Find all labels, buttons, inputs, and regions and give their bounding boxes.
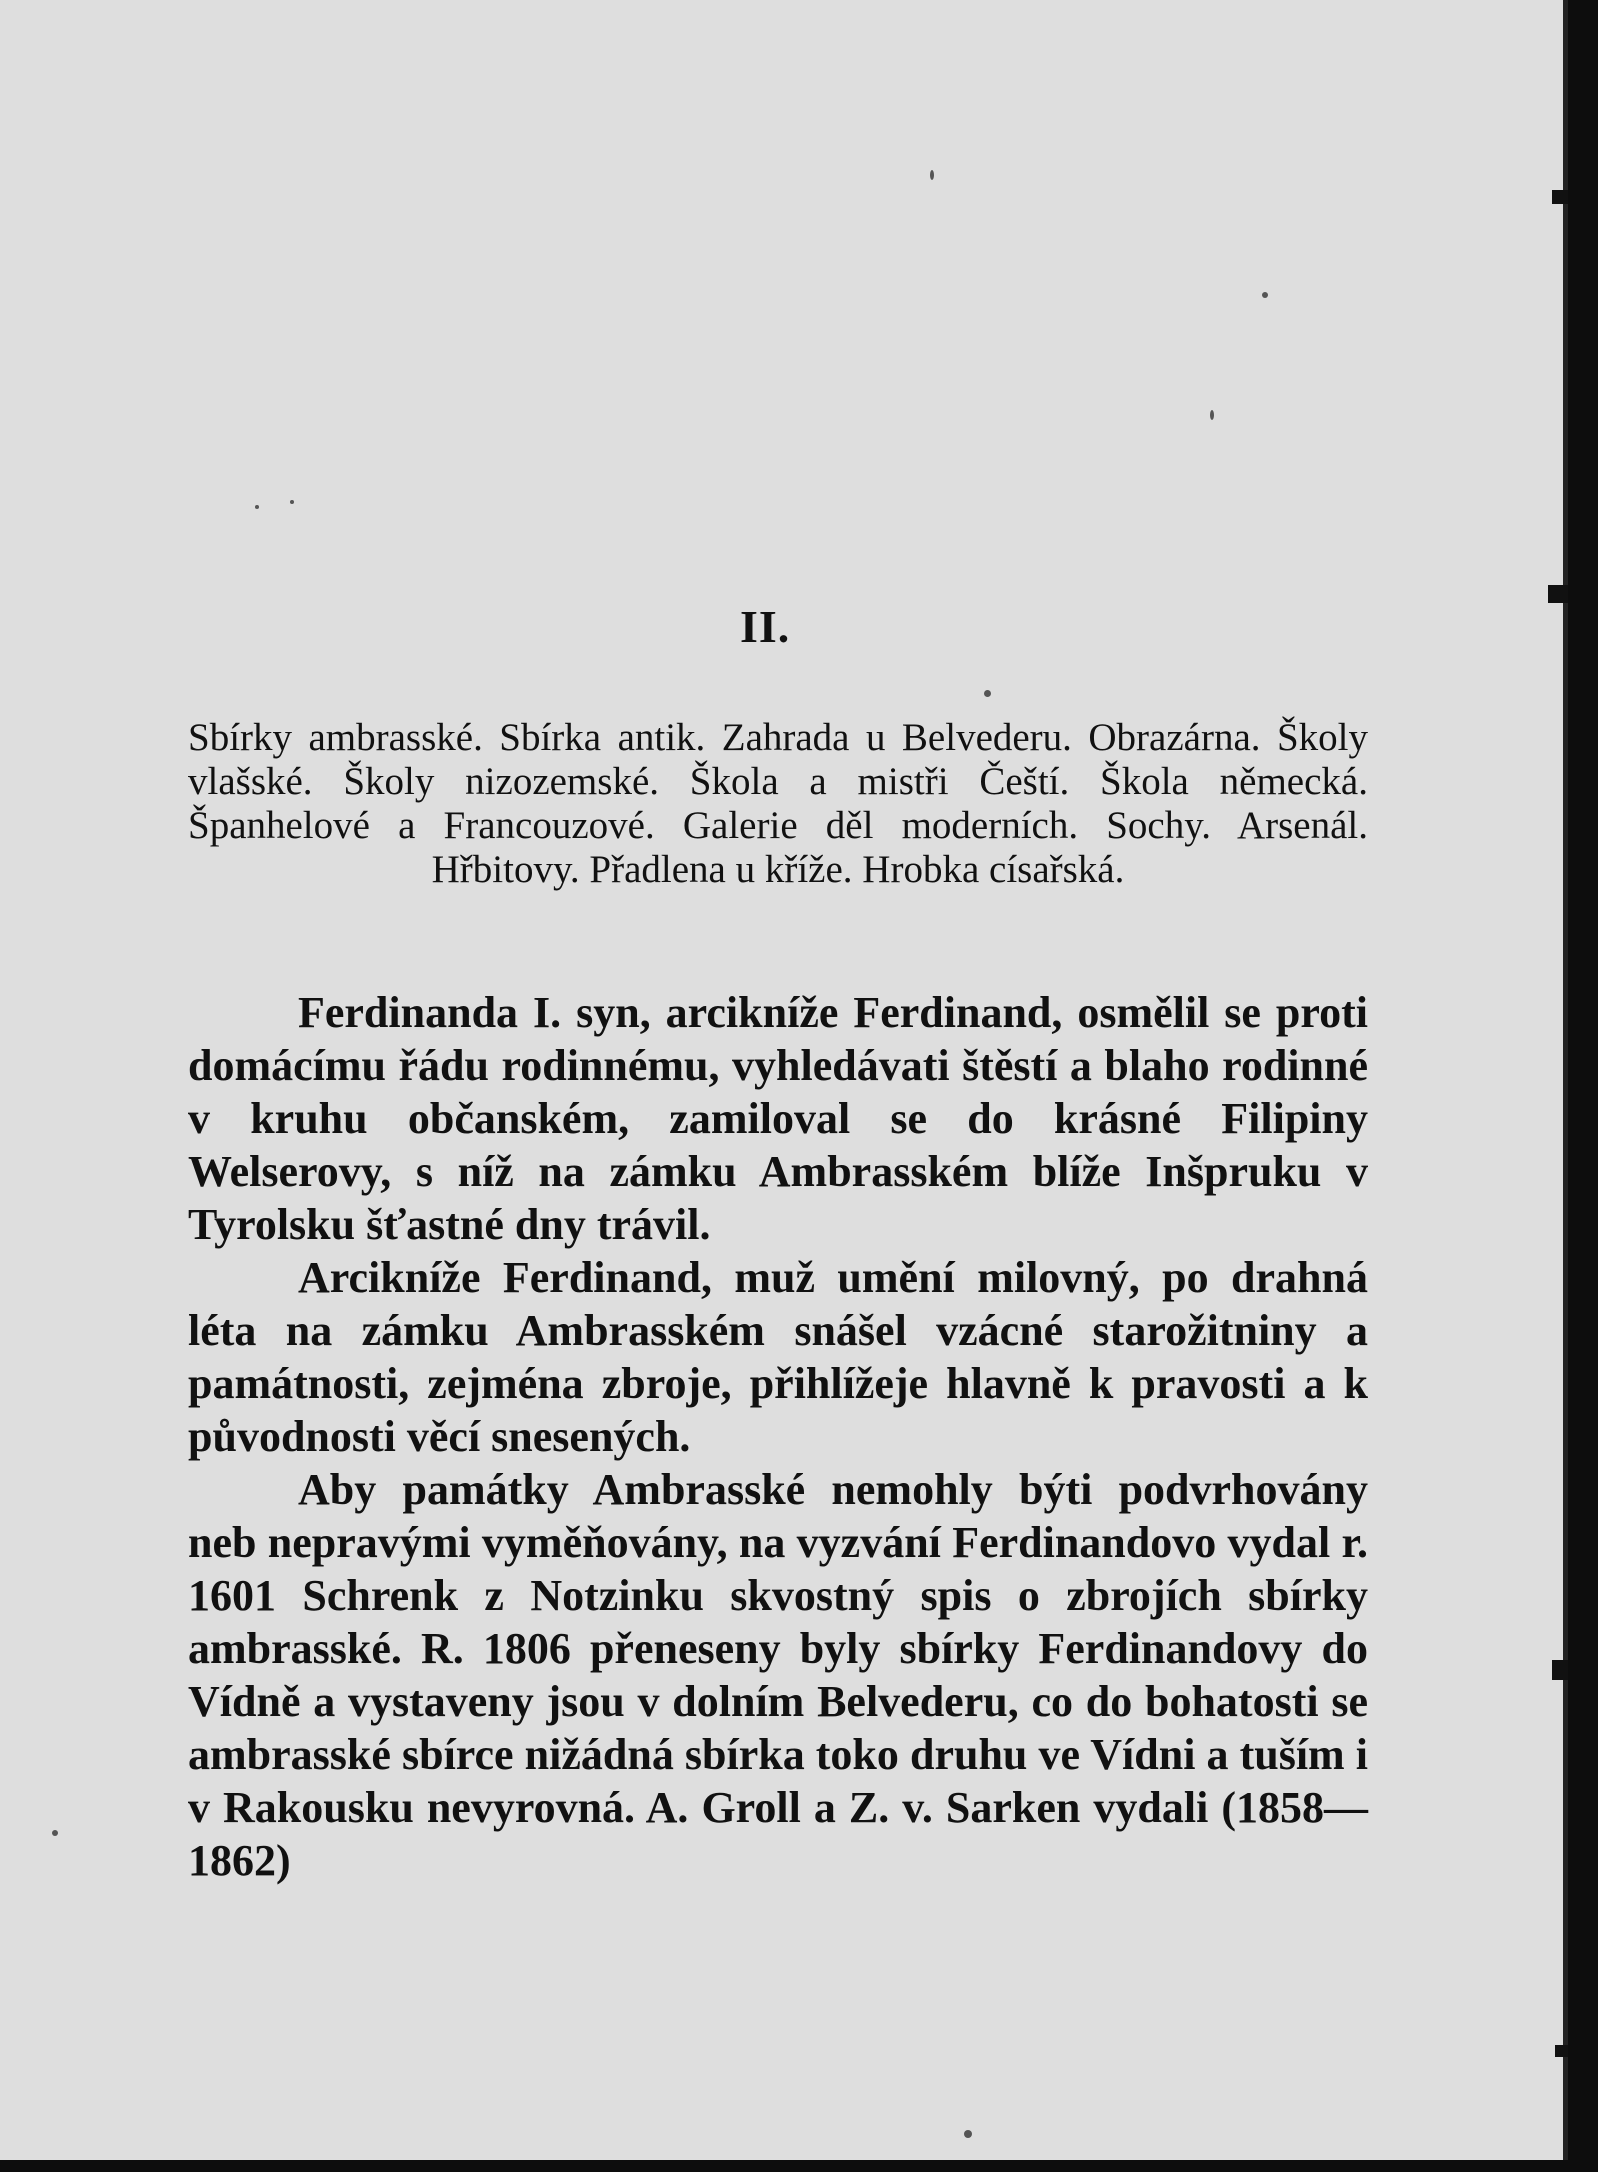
paragraph-1: Ferdinanda I. syn, arcikníže Ferdinand, osmělil se proti domácímu řádu rodinnému, vyhledávati štěstí a blaho rodinné v kruhu občanském, zamiloval se do krásné Filipiny Welserovy, s níž na zámku Ambrasském blíže Inšpruku v Tyrolsku šťastné dny trávil. xyxy=(188,988,1368,1249)
print-speck xyxy=(52,1830,58,1836)
print-speck xyxy=(255,505,259,509)
print-speck xyxy=(290,500,294,504)
chapter-summary: Sbírky ambrasské. Sbírka antik. Zahrada u Belvederu. Obrazárna. Školy vlašské. Školy nizozemské. Škola a mistři Čeští. Škola německá. Španhelové a Francouzové. Galerie děl moderních. Sochy. Arsenál. Hřbitovy. Přadlena u kříže. Hrobka císařská. xyxy=(188,716,1368,891)
page-edge xyxy=(1563,0,1568,2160)
paragraph-3: Aby památky Ambrasské nemohly býti podvrhovány neb nepravými vyměňovány, na vyzvání Ferdinandovo vydal r. 1601 Schrenk z Notzinku skvostný spis o zbrojích sbírky ambrasské. R. 1806 přeneseny byly sbírky Ferdinandovy do Vídně a vystaveny jsou v dolním Belvederu, co do bohatosti se ambrasské sbírce nižádná sbírka toko druhu ve Vídni a tuším i v Rakousku nevyrovná. A. Groll a Z. v. Sarken vydali (1858—1862) xyxy=(188,1465,1368,1885)
print-speck xyxy=(984,690,991,697)
chapter-number: II. xyxy=(740,601,791,652)
body-text xyxy=(188,986,1368,1887)
edge-mark xyxy=(1552,190,1568,204)
print-speck xyxy=(1210,410,1214,420)
paragraph-2: Arcikníže Ferdinand, muž umění milovný, po drahná léta na zámku Ambrasském snášel vzácné starožitniny a památnosti, zejména zbroje, přihlížeje hlavně k pravosti a k původnosti věcí snesených. xyxy=(188,1253,1368,1461)
edge-mark xyxy=(1548,585,1568,603)
print-speck xyxy=(964,2130,972,2138)
edge-mark xyxy=(1552,1660,1568,1680)
print-speck xyxy=(1262,292,1268,298)
print-speck xyxy=(930,170,934,180)
edge-mark xyxy=(1555,2045,1568,2057)
